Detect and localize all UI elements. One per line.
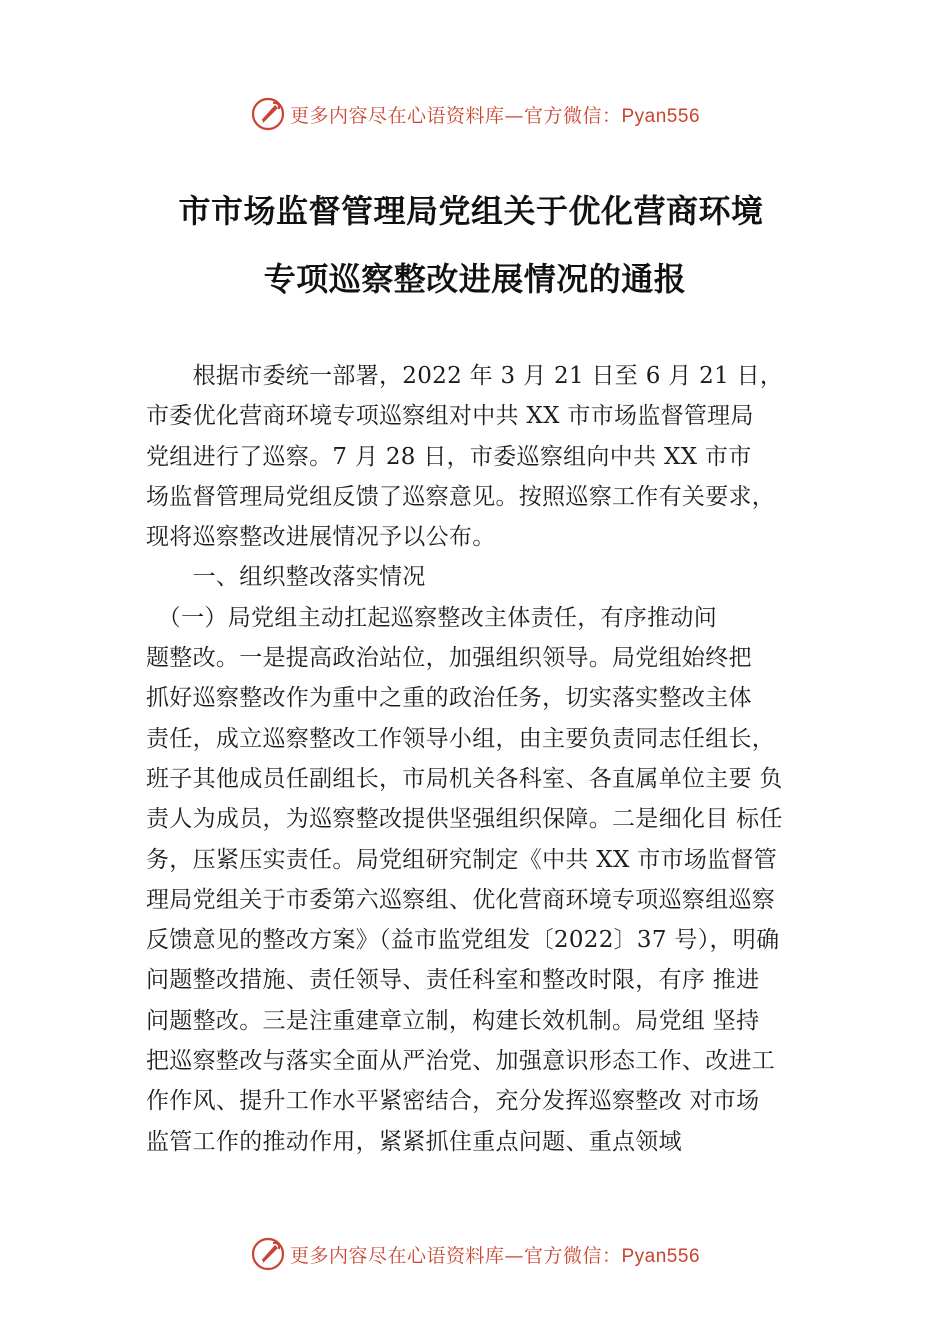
body-text-line: 班子其他成员任副组长，市局机关各科室、各直属单位主要 负 bbox=[146, 765, 783, 792]
watermark-text-cn: 更多内容尽在心语资料库—官方微信： bbox=[289, 1244, 622, 1267]
body-text-line: 责任，成立巡察整改工作领导小组，由主要负责同志任组长， bbox=[146, 725, 776, 752]
footer-watermark-banner bbox=[0, 1232, 950, 1276]
body-text-line: 责人为成员，为巡察整改提供坚强组织保障。二是细化目 标任 bbox=[146, 806, 783, 833]
watermark-text bbox=[290, 1241, 700, 1268]
watermark-text-cn: 更多内容尽在心语资料库—官方微信： bbox=[289, 104, 622, 127]
body-text-line: 一、组织整改落实情况 bbox=[146, 564, 426, 591]
body-text-line: 场监督管理局党组反馈了巡察意见。按照巡察工作有关要求， bbox=[146, 483, 776, 510]
body-text-line: 反馈意见的整改方案》（益市监党组发〔2022〕37 号），明确 bbox=[146, 927, 780, 954]
body-text-line: 市委优化营商环境专项巡察组对中共 XX 市市场监督管理局 bbox=[146, 403, 754, 430]
watermark-text bbox=[290, 101, 700, 128]
body-text-line: 作作风、提升工作水平紧密结合，充分发挥巡察整改 对市场 bbox=[146, 1088, 760, 1115]
quill-pen-logo-icon bbox=[250, 96, 286, 132]
body-text-line: 务，压紧压实责任。局党组研究制定《中共 XX 市市场监督管 bbox=[146, 846, 778, 873]
quill-pen-logo-icon bbox=[250, 1236, 286, 1272]
document-title-line-2: 专项巡察整改进展情况的通报 bbox=[263, 260, 687, 298]
body-text-line: 理局党组关于市委第六巡察组、优化营商环境专项巡察组巡察 bbox=[146, 886, 776, 913]
body-text-line: 抓好巡察整改作为重中之重的政治任务，切实落实整改主体 bbox=[146, 685, 752, 712]
body-text-line: 党组进行了巡察。7 月 28 日，市委巡察组向中共 XX 市市 bbox=[146, 443, 752, 470]
document-title-line-1: 市市场监督管理局党组关于优化营商环境 bbox=[178, 192, 764, 230]
body-text-line: 题整改。一是提高政治站位，加强组织领导。局党组始终把 bbox=[146, 645, 752, 672]
body-text-line: 问题整改。三是注重建章立制，构建长效机制。局党组 坚持 bbox=[146, 1007, 760, 1034]
body-text-line: 根据市委统一部署，2022 年 3 月 21 日至 6 月 21 日， bbox=[146, 363, 784, 389]
body-text-line: 问题整改措施、责任领导、责任科室和整改时限，有序 推进 bbox=[146, 967, 760, 994]
body-text-line: （一）局党组主动扛起巡察整改主体责任，有序推动问 bbox=[146, 604, 717, 631]
body-text-line: 现将巡察整改进展情况予以公布。 bbox=[146, 524, 496, 551]
body-text-line: 监管工作的推动作用，紧紧抓住重点问题、重点领域 bbox=[146, 1128, 682, 1155]
watermark-wechat-id: Pyan556 bbox=[621, 1245, 701, 1267]
header-watermark-banner bbox=[0, 92, 950, 136]
document-body bbox=[146, 356, 836, 1162]
watermark-wechat-id: Pyan556 bbox=[621, 105, 701, 127]
body-text-line: 把巡察整改与落实全面从严治党、加强意识形态工作、改进工 bbox=[146, 1048, 776, 1075]
